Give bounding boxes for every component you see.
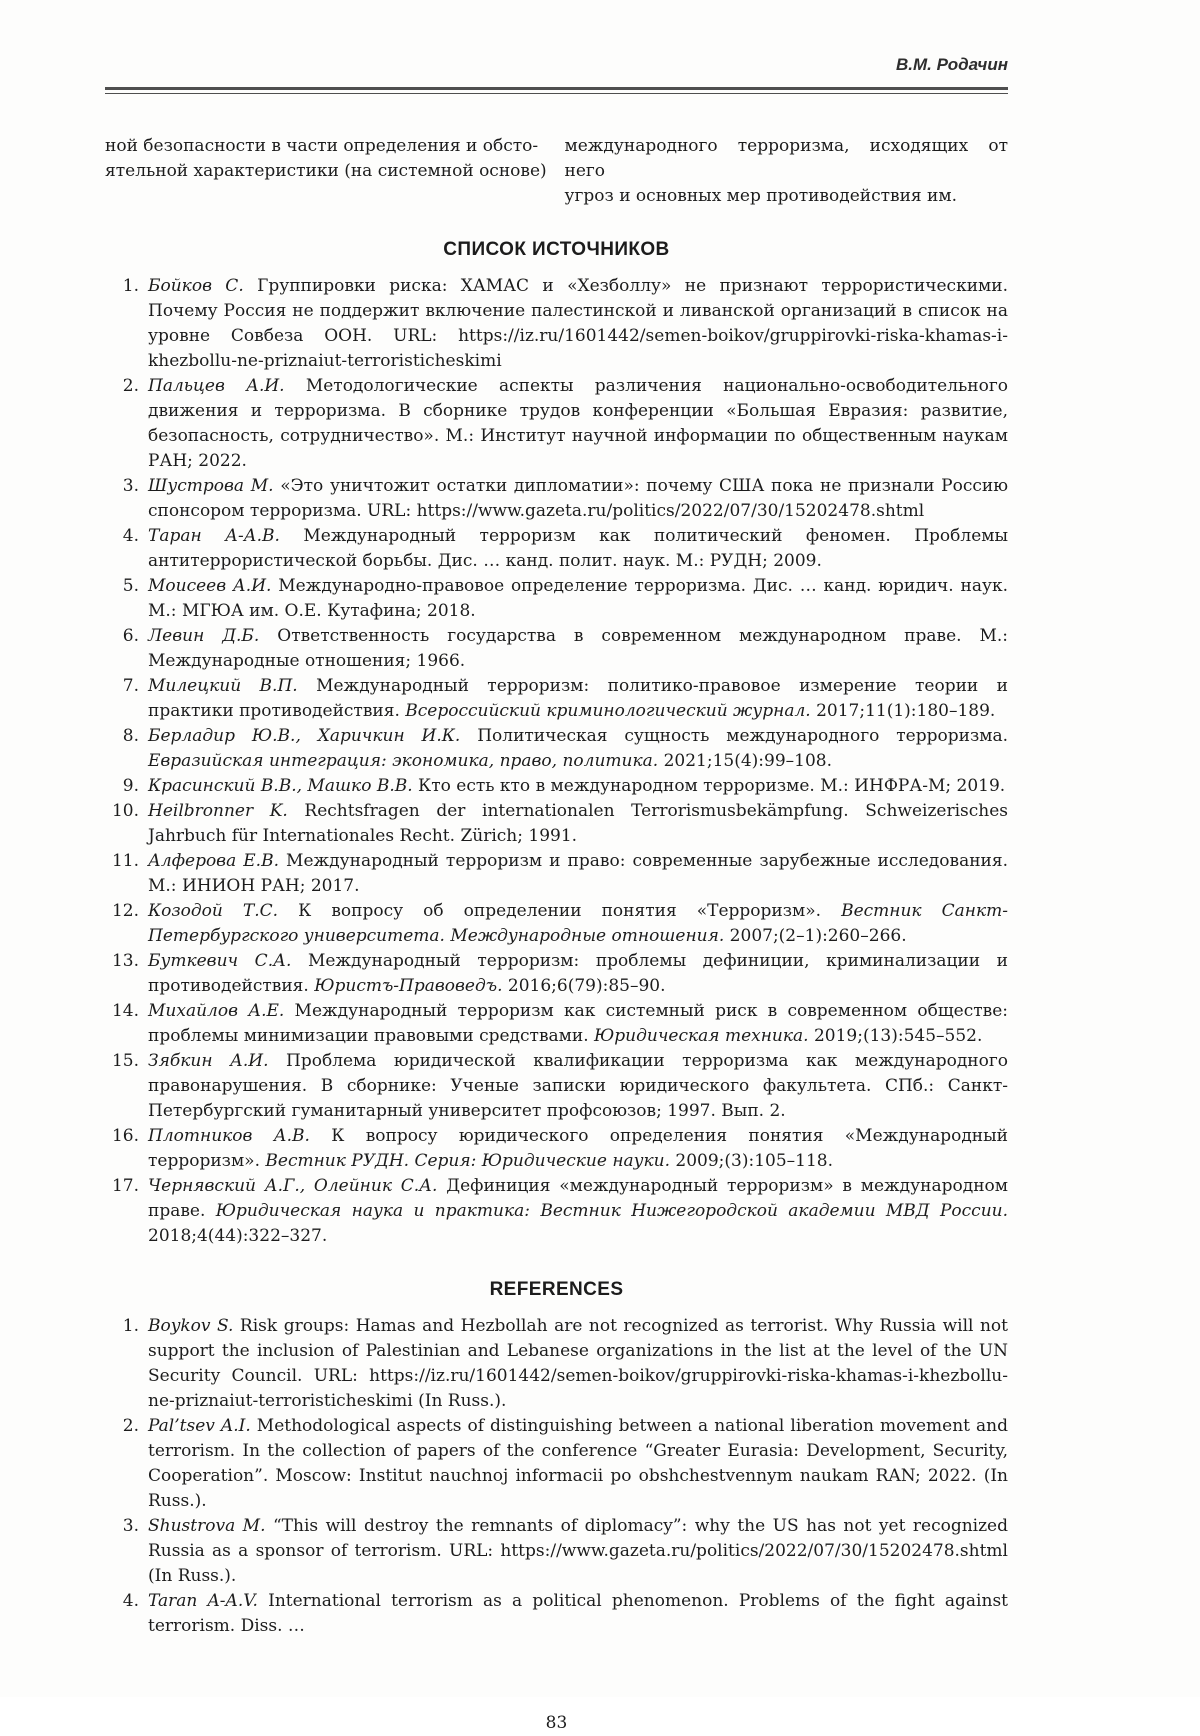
item-text-italic-segment: Вестник РУДН. Серия: Юридические науки.	[265, 1151, 671, 1171]
item-text-italic-segment: Михайлов А.Е.	[148, 1001, 285, 1021]
item-text-segment: Международный терроризм: политико-правовое измерение теории и практики противодействия.	[148, 676, 1008, 721]
item-number: 2.	[122, 376, 139, 396]
item-text-segment: Политическая сущность международного терроризма.	[460, 726, 1008, 746]
item-text-italic-segment: Всероссийский криминологический журнал.	[405, 701, 811, 721]
references-heading: REFERENCES	[489, 1279, 624, 1300]
item-number: 17.	[111, 1176, 139, 1196]
item-number: 4.	[122, 526, 139, 546]
item-text-segment: «Это уничтожит остатки дипломатии»: почему США пока не признали Россию спонсором терроризма. URL: https://www.gazeta.ru/politics/2022/07/30/15202478.shtml	[148, 476, 1008, 521]
item-number: 7.	[122, 676, 139, 696]
item-text-segment: International terrorism as a political phenomenon. Problems of the fight against terrorism. Diss. …	[148, 1591, 1008, 1636]
item-text	[148, 524, 1008, 574]
item-text-segment: Международный терроризм как системный риск в современном обществе: проблемы минимизации правовыми средствами.	[148, 1001, 1008, 1046]
item-text-segment: Ответственность государства в современном международном праве. М.: Международные отношения; 1966.	[148, 626, 1008, 671]
intro-paragraph	[105, 134, 1008, 209]
source-item	[105, 624, 1008, 674]
header-double-rule	[105, 87, 1008, 94]
item-text-segment: Rechtsfragen der internationalen Terrorismusbekämpfung. Schweizerisches Jahrbuch für Internationales Recht. Zürich; 1991.	[148, 801, 1008, 846]
item-text-italic-segment: Pal’tsev A.I.	[148, 1416, 251, 1436]
source-item	[105, 574, 1008, 624]
references-list	[105, 1314, 1008, 1639]
item-number: 14.	[111, 1001, 139, 1021]
item-text	[148, 849, 1008, 899]
item-text	[148, 1514, 1008, 1589]
item-text-italic-segment: Милецкий В.П.	[148, 676, 298, 696]
item-text	[148, 949, 1008, 999]
reference-item	[105, 1414, 1008, 1514]
item-text	[148, 1049, 1008, 1124]
item-text-segment: Методологические аспекты различения национально-освободительного движения и терроризма. В сборнике трудов конференции «Большая Евразия: развитие, безопасность, сотрудничество». М.: Институт научной информации по общественным наукам РАН; 2022.	[148, 376, 1008, 471]
source-item	[105, 899, 1008, 949]
item-text-segment: 2017;11(1):180–189.	[810, 701, 996, 721]
source-item	[105, 1124, 1008, 1174]
item-text	[148, 474, 1008, 524]
item-text-segment: 2019;(13):545–552.	[808, 1026, 983, 1046]
item-text	[148, 1589, 1008, 1639]
item-text-italic-segment: Алферова Е.В.	[148, 851, 279, 871]
source-item	[105, 674, 1008, 724]
sources-list	[105, 274, 1008, 1249]
item-text-italic-segment: Буткевич С.А.	[148, 951, 292, 971]
item-text-italic-segment: Вестник Санкт-Петербургского университета. Международные отношения.	[148, 901, 1008, 946]
item-number: 13.	[111, 951, 139, 971]
item-number: 3.	[122, 476, 139, 496]
item-text-italic-segment: Берладир Ю.В., Харичкин И.К.	[148, 726, 461, 746]
item-number: 1.	[122, 1316, 139, 1336]
item-text	[148, 724, 1008, 774]
item-number: 4.	[122, 1591, 139, 1611]
item-text-segment: Международно-правовое определение терроризма. Дис. … канд. юридич. наук. М.: МГЮА им. О.Е. Кутафина; 2018.	[148, 576, 1008, 621]
item-text	[148, 574, 1008, 624]
source-item	[105, 524, 1008, 574]
item-number: 1.	[122, 276, 139, 296]
item-text-segment: Проблема юридической квалификации терроризма как международного правонарушения. В сборнике: Ученые записки юридического факультета. СПб.: Санкт-Петербургский гуманитарный университет профсоюзов; 1997. Вып. 2.	[148, 1051, 1009, 1121]
page-footer	[105, 1711, 1008, 1736]
item-text	[148, 1414, 1008, 1514]
item-text	[148, 799, 1008, 849]
item-number: 8.	[122, 726, 139, 746]
item-number: 2.	[122, 1416, 139, 1436]
item-text-segment: 2007;(2–1):260–266.	[724, 926, 907, 946]
item-text	[148, 1124, 1008, 1174]
item-text-italic-segment: Левин Д.Б.	[148, 626, 260, 646]
item-number: 10.	[111, 801, 139, 821]
item-text-italic-segment: Бойков С.	[148, 276, 244, 296]
source-item	[105, 724, 1008, 774]
source-item	[105, 999, 1008, 1049]
item-text-segment: 2009;(3):105–118.	[670, 1151, 834, 1171]
item-text-segment: Risk groups: Hamas and Hezbollah are not recognized as terrorist. Why Russia will not support the inclusion of Palestinian and Lebanese organizations in the list at the level of the UN Security Council. URL: https://iz.ru/1601442/semen-boikov/gruppirovki-riska-khamas-i-khezbollu-ne-priznaiut-terroristicheskimi (In Russ.).	[148, 1316, 1008, 1411]
page-header	[105, 52, 1008, 94]
reference-item	[105, 1589, 1008, 1639]
item-text-italic-segment: Красинский В.В., Машко В.В.	[148, 776, 413, 796]
item-text-segment: 2016;6(79):85–90.	[502, 976, 666, 996]
item-text-italic-segment: Юридическая техника.	[594, 1026, 809, 1046]
item-number: 6.	[122, 626, 139, 646]
item-text-italic-segment: Boykov S.	[148, 1316, 234, 1336]
intro-right-column: международного терроризма, исходящих от него угроз и основных мер противодействия им.	[564, 136, 1008, 206]
source-item	[105, 474, 1008, 524]
intro-left-column: ной безопасности в части определения и обсто- ятельной характеристики (на системной основе)	[105, 136, 547, 181]
item-text-italic-segment: Козодой Т.С.	[148, 901, 279, 921]
item-text-italic-segment: Евразийская интеграция: экономика, право, политика.	[148, 751, 659, 771]
running-head-author: В.М. Родачин	[896, 55, 1008, 74]
item-text-segment: Дефиниция «международный терроризм» в международном праве.	[148, 1176, 1008, 1221]
item-number: 3.	[122, 1516, 139, 1536]
item-number: 12.	[111, 901, 139, 921]
reference-item	[105, 1314, 1008, 1414]
source-item	[105, 774, 1008, 799]
item-text-italic-segment: Таран А-А.В.	[148, 526, 280, 546]
item-text	[148, 624, 1008, 674]
item-text	[148, 774, 1008, 799]
item-text-segment: Международный терроризм и право: современные зарубежные исследования. М.: ИНИОН РАН; 2017.	[148, 851, 1008, 896]
item-text-segment: “This will destroy the remnants of diplomacy”: why the US has not yet recognized Russia as a sponsor of terrorism. URL: https://www.gazeta.ru/politics/2022/07/30/15202478.shtml (In Russ.).	[148, 1516, 1008, 1586]
page-number: 83	[545, 1713, 568, 1733]
item-text-italic-segment: Юридическая наука и практика: Вестник Нижегородской академии МВД России.	[215, 1201, 1008, 1221]
item-text-segment: 2018;4(44):322–327.	[148, 1226, 328, 1246]
item-number: 15.	[111, 1051, 139, 1071]
item-text-italic-segment: Чернявский А.Г., Олейник С.А.	[148, 1176, 438, 1196]
source-item	[105, 1174, 1008, 1249]
item-text	[148, 1314, 1008, 1414]
item-text-segment: Международный терроризм как политический феномен. Проблемы антитеррористической борьбы. Дис. … канд. полит. наук. М.: РУДН; 2009.	[148, 526, 1009, 571]
item-text-italic-segment: Пальцев А.И.	[148, 376, 285, 396]
reference-item	[105, 1514, 1008, 1589]
source-item	[105, 1049, 1008, 1124]
item-text-segment: К вопросу об определении понятия «Терроризм».	[278, 901, 842, 921]
item-text-italic-segment: Шустрова М.	[148, 476, 274, 496]
item-number: 11.	[111, 851, 139, 871]
source-item	[105, 274, 1008, 374]
item-text-italic-segment: Моисеев А.И.	[148, 576, 272, 596]
item-text	[148, 1174, 1008, 1249]
item-text	[148, 899, 1008, 949]
item-text-italic-segment: Heilbronner K.	[148, 801, 288, 821]
item-number: 9.	[122, 776, 139, 796]
item-number: 5.	[122, 576, 139, 596]
item-text-segment: 2021;15(4):99–108.	[658, 751, 833, 771]
item-text-italic-segment: Плотников А.В.	[148, 1126, 310, 1146]
item-text-segment: Группировки риска: ХАМАС и «Хезболлу» не признают террористическими. Почему Россия не поддержит включение палестинской и ливанской организаций в список на уровне Совбеза ООН. URL: https://iz.ru/1601442/semen-boikov/gruppirovki-riska-khamas-i-khezbollu-ne-priznaiut-terroristicheskimi	[148, 276, 1008, 371]
source-item	[105, 849, 1008, 899]
item-text-italic-segment: Зябкин А.И.	[148, 1051, 269, 1071]
source-item	[105, 799, 1008, 849]
item-text	[148, 999, 1008, 1049]
item-text-segment: К вопросу юридического определения понятия «Международный терроризм».	[148, 1126, 1008, 1171]
sources-heading: СПИСОК ИСТОЧНИКОВ	[443, 239, 670, 260]
source-item	[105, 374, 1008, 474]
item-text-italic-segment: Юристъ-Правоведъ.	[314, 976, 503, 996]
item-text	[148, 374, 1008, 474]
item-text-italic-segment: Taran A-A.V.	[148, 1591, 258, 1611]
item-text-segment: Международный терроризм: проблемы дефиниции, криминализации и противодействия.	[148, 951, 1008, 996]
item-text-segment: Methodological aspects of distinguishing between a national liberation movement and terrorism. In the collection of papers of the conference “Greater Eurasia: Development, Security, Cooperation”. Moscow: Institut nauchnoj informacii po obshchestvennym naukam RAN; 2022. (In Russ.).	[148, 1416, 1008, 1511]
item-text-italic-segment: Shustrova M.	[148, 1516, 266, 1536]
item-text	[148, 674, 1008, 724]
source-item	[105, 949, 1008, 999]
item-number: 16.	[111, 1126, 139, 1146]
item-text-segment: Кто есть кто в международном терроризме. М.: ИНФРА-М; 2019.	[412, 776, 1006, 796]
item-text	[148, 274, 1008, 374]
